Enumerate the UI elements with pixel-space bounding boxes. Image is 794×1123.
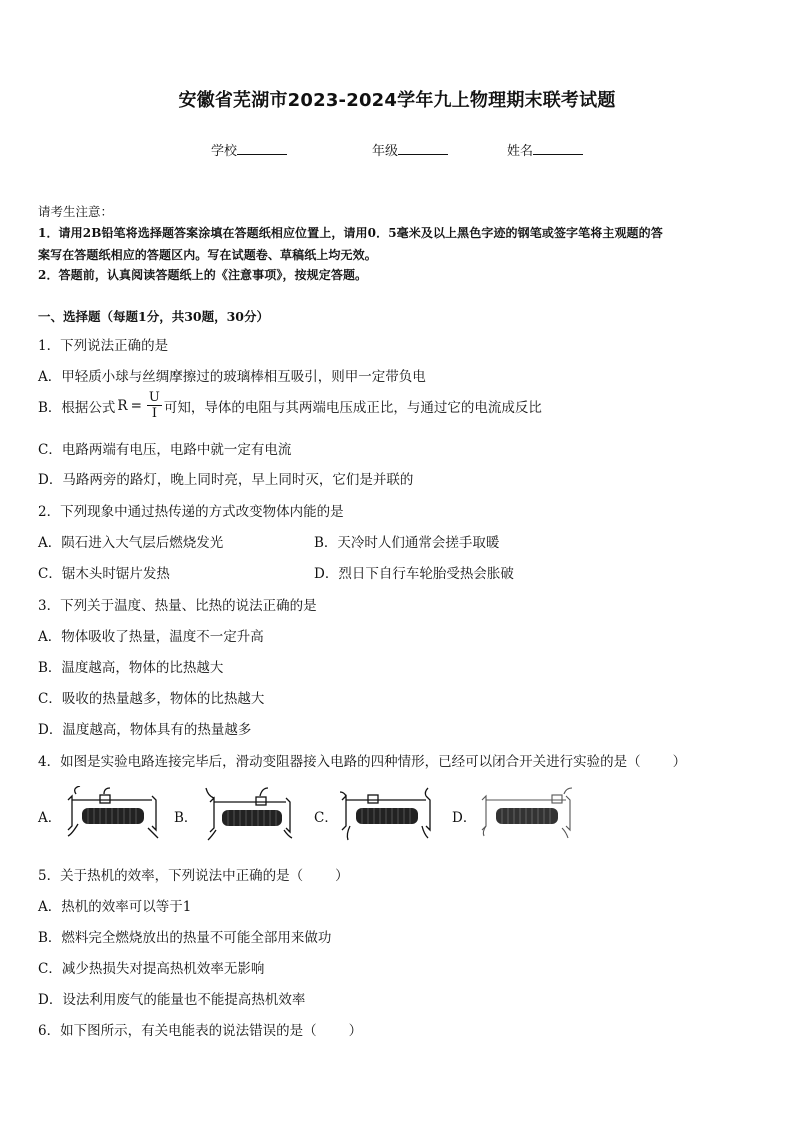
school-field[interactable]	[211, 140, 287, 159]
formula-fraction	[147, 391, 162, 420]
notice-item-1-line-1: 1．请用2B铅笔将选择题答案涂填在答题纸相应位置上，请用0．5毫米及以上黑色字迹的钢笔或签字笔将主观题的答	[38, 226, 663, 240]
formula-r: R	[117, 397, 128, 414]
q6-stem	[38, 1019, 362, 1039]
school-label: 学校	[211, 144, 238, 159]
notice-heading: 请考生注意：	[38, 204, 114, 219]
notice-item-2: 2．答题前，认真阅读答题纸上的《注意事项》，按规定答题。	[38, 268, 368, 282]
q1-b-prefix: B．根据公式	[38, 399, 116, 416]
q1-option-b	[38, 391, 542, 420]
page-title: 安徽省芜湖市2023-2024学年九上物理期末联考试题	[178, 90, 616, 111]
q5-stem-end: ）	[335, 868, 349, 884]
q2-option-c: C．锯木头时锯片发热	[38, 566, 170, 582]
q4-stem	[38, 750, 686, 770]
q4-label-a: A．	[38, 810, 62, 826]
q2-option-b: B．天冷时人们通常会搓手取暖	[314, 535, 500, 551]
q1-option-a: A．甲轻质小球与丝绸摩擦过的玻璃棒相互吸引，则甲一定带负电	[38, 369, 426, 385]
rheostat-figure-d	[478, 786, 578, 842]
q5-stem	[38, 864, 349, 884]
name-label: 姓名	[507, 144, 534, 159]
q1-b-suffix: 可知，导体的电阻与其两端电压成正比，与通过它的电流成反比	[163, 399, 542, 416]
q4-label-d: D．	[452, 810, 477, 826]
name-field[interactable]	[507, 140, 583, 159]
notice-item-1-line-2: 案写在答题纸相应的答题区内。写在试题卷、草稿纸上均无效。	[38, 248, 377, 262]
formula-numerator: U	[148, 390, 160, 405]
rheostat-figure-a	[64, 786, 164, 842]
q1-option-c: C．电路两端有电压，电路中就一定有电流	[38, 442, 292, 458]
q3-option-d: D．温度越高，物体具有的热量越多	[38, 722, 252, 738]
q2-option-a: A．陨石进入大气层后燃烧发光	[38, 535, 224, 551]
section-heading: 一、选择题（每题1分，共30题，30分）	[38, 309, 269, 324]
school-blank[interactable]	[237, 142, 287, 155]
q6-stem-end: ）	[348, 1023, 363, 1039]
q5-stem-text: 5．关于热机的效率，下列说法中正确的是（	[38, 868, 304, 884]
q5-option-a: A．热机的效率可以等于1	[38, 899, 192, 915]
grade-blank[interactable]	[398, 142, 448, 155]
q5-option-d: D．设法利用废气的能量也不能提高热机效率	[38, 992, 306, 1008]
q2-option-d: D．烈日下自行车轮胎受热会胀破	[314, 566, 514, 582]
formula-denominator: I	[151, 406, 157, 421]
q3-option-b: B．温度越高，物体的比热越大	[38, 660, 224, 676]
q3-stem: 3．下列关于温度、热量、比热的说法正确的是	[38, 598, 317, 614]
grade-field[interactable]	[372, 140, 448, 159]
grade-label: 年级	[372, 144, 399, 159]
q2-stem: 2．下列现象中通过热传递的方式改变物体内能的是	[38, 504, 344, 520]
q3-option-a: A．物体吸收了热量，温度不一定升高	[38, 629, 264, 645]
rheostat-figure-c	[338, 786, 438, 842]
q4-stem-text: 4．如图是实验电路连接完毕后，滑动变阻器接入电路的四种情形，已经可以闭合开关进行实验的是（	[38, 754, 641, 770]
q3-option-c: C．吸收的热量越多，物体的比热越大	[38, 691, 265, 707]
q1-option-d: D．马路两旁的路灯，晚上同时亮，早上同时灭，它们是并联的	[38, 472, 414, 488]
q4-label-c: C．	[314, 810, 338, 826]
q4-label-b: B．	[174, 810, 198, 826]
q4-stem-end: ）	[672, 754, 687, 770]
name-blank[interactable]	[533, 142, 583, 155]
q6-stem-text: 6．如下图所示，有关电能表的说法错误的是（	[38, 1023, 317, 1039]
q5-option-b: B．燃料完全燃烧放出的热量不可能全部用来做功	[38, 930, 332, 946]
rheostat-figure-b	[200, 786, 300, 842]
q1-stem: 1．下列说法正确的是	[38, 338, 169, 354]
formula-equals: =	[130, 397, 142, 414]
q5-option-c: C．减少热损失对提高热机效率无影响	[38, 961, 265, 977]
